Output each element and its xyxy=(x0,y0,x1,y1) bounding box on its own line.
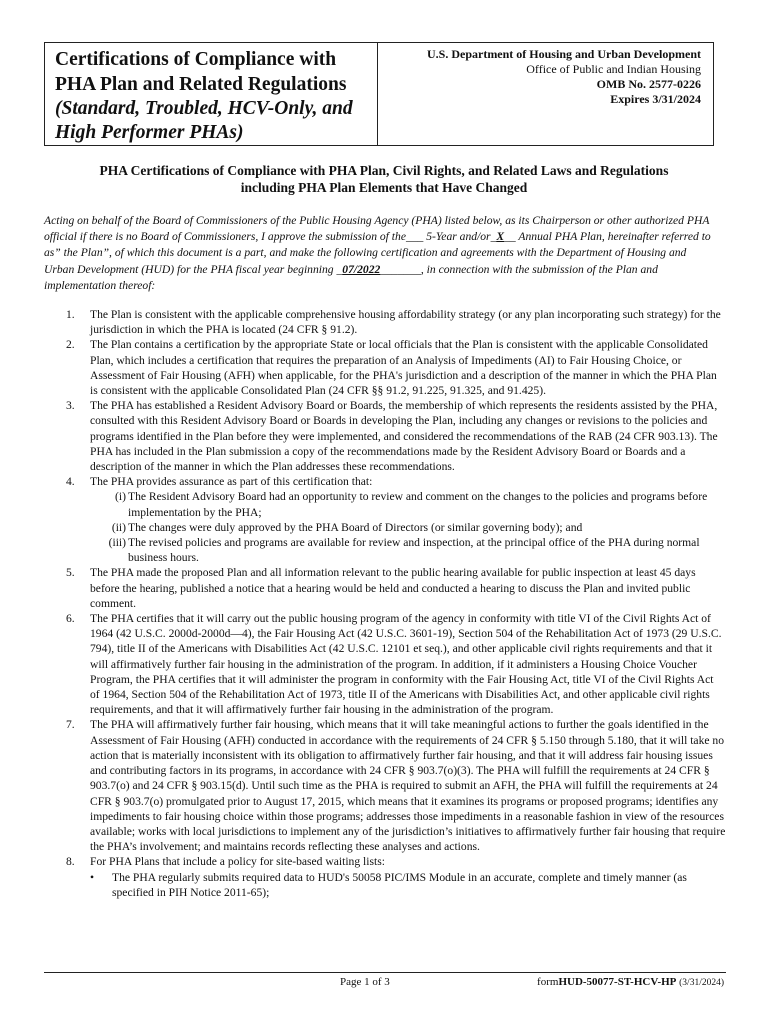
item-text: For PHA Plans that include a policy for site-based waiting lists: xyxy=(90,855,385,869)
sub-item-text: The revised policies and programs are available for review and inspection, at the principal office of the PHA during normal business hours. xyxy=(128,536,700,565)
certification-item xyxy=(44,854,726,900)
annual-plan-mark: X xyxy=(496,230,505,244)
form-title-block xyxy=(45,43,378,145)
item-text: The PHA has established a Resident Advisory Board or Boards, the membership of which represents the residents assisted by the PHA, consulted with this Resident Advisory Board or Boards in developing the Plan, including any changes or revisions to the policies and programs identified in the Plan before they were implemented, and considered the recommendations of the RAB (24 CFR 903.13). The PHA has included in the Plan submission a copy of the recommendations made by the Resident Advisory Board or Boards and a description of the manner in which the Plan addresses these recommendations. xyxy=(90,399,718,474)
expiration-date: Expires 3/31/2024 xyxy=(610,92,701,106)
intro-paragraph xyxy=(44,213,716,294)
sub-item xyxy=(44,520,726,535)
form-subtitle-line1: (Standard, Troubled, HCV-Only, and xyxy=(55,98,353,119)
certification-item xyxy=(44,611,726,717)
bullet-text: The PHA regularly submits required data to HUD's 50058 PIC/IMS Module in an accurate, complete and timely manner (as specified in PIH Notice 2011-65); xyxy=(112,870,687,899)
item-text: The PHA will affirmatively further fair housing, which means that it will take meaningful actions to further the goals identified in the Assessment of Fair Housing (AFH) conducted in accordance with the requirements of 24 CFR § 5.150 through 5.180, that it will take no action that is materially inconsistent with its obligation to affirmatively further fair housing, and that it will address fair housing issues and contributing factors in its programs, in accordance with 24 CFR § 903.7(o)(3). The PHA will fulfill the requirements at 24 CFR § 903.7(o) and 24 CFR § 903.15(d). Until such time as the PHA is required to submit an AFH, the PHA will fulfill the requirements at 24 CFR § 903.7(o) promulgated prior to August 17, 2015, which means that it examines its programs or proposed programs; identifies any impediments to fair housing choice within those programs; addresses those impediments in a reasonable fashion in view of the resources available; works with local jurisdictions to implement any of the jurisdiction’s initiatives to affirmatively further fair housing that require the PHA’s involvement; and maintains records reflecting these analyses and actions. xyxy=(90,718,726,854)
certification-list xyxy=(44,307,726,900)
office-name: Office of Public and Indian Housing xyxy=(526,62,701,76)
heading-line1: PHA Certifications of Compliance with PHA Plan, Civil Rights, and Related Laws and Regulations xyxy=(99,163,669,178)
page-number: Page 1 of 3 xyxy=(340,976,390,988)
item-number: 7. xyxy=(66,718,75,732)
item-number: 5. xyxy=(66,566,75,580)
fiscal-year-value: 07/2022 xyxy=(342,262,381,276)
form-subtitle-line2: High Performer PHAs) xyxy=(55,122,244,143)
agency-block xyxy=(378,43,713,145)
form-title-line2: PHA Plan and Related Regulations xyxy=(55,74,347,95)
form-header xyxy=(44,42,714,146)
omb-number: OMB No. 2577-0226 xyxy=(596,77,701,91)
site-based-bullets xyxy=(90,870,726,900)
certification-item xyxy=(44,474,726,565)
sub-item-text: The Resident Advisory Board had an opportunity to review and comment on the changes to the policies and programs before implementation by the PHA; xyxy=(128,490,708,519)
sub-item-number: (iii) xyxy=(108,536,126,550)
item-number: 4. xyxy=(66,475,75,489)
intro-part3: _______, in connection with the submission of the Plan and implementation thereof: xyxy=(44,262,658,292)
assurance-sublist xyxy=(90,489,726,565)
department-name: U.S. Department of Housing and Urban Development xyxy=(426,47,701,61)
item-number: 2. xyxy=(66,338,75,352)
bullet-item xyxy=(90,870,726,900)
form-title-line1: Certifications of Compliance with xyxy=(55,49,337,70)
sub-item xyxy=(44,535,726,565)
item-number: 6. xyxy=(66,612,75,626)
item-text: The PHA certifies that it will carry out the public housing program of the agency in conformity with title VI of the Civil Rights Act of 1964 (42 U.S.C. 2000d-2000d—4), the Fair Housing Act (42 U.S.C. 3601-19), Section 504 of the Rehabilitation Act of 1973 (29 U.S.C. 794), title II of the Americans with Disabilities Act (42 U.S.C. 12101 et seq.), and other applicable civil rights requirements and that it will affirmatively further fair housing in the administration of the program. In addition, if it administers a Housing Choice Voucher Program, the PHA certifies that it will administer the program in conformity with the Fair Housing Act, title VI of the Civil Rights Act of 1964, Section 504 of the Rehabilitation Act of 1973, title II of the Americans with Disabilities Act, and other applicable civil rights requirements, and that it will affirmatively further fair housing in the administration of the program. xyxy=(90,612,722,717)
item-number: 3. xyxy=(66,399,75,413)
certification-item xyxy=(44,717,726,854)
certification-item xyxy=(44,337,726,398)
certification-item xyxy=(44,565,726,611)
bullet-icon: • xyxy=(90,870,95,884)
item-text: The Plan is consistent with the applicable comprehensive housing affordability strategy (or any plan incorporating such strategy) for the jurisdiction in which the PHA is located (24 CFR § 91.2). xyxy=(90,308,721,337)
footer-divider xyxy=(44,972,726,973)
item-number: 1. xyxy=(66,308,75,321)
form-date: (3/31/2024) xyxy=(679,978,724,988)
item-text: The PHA provides assurance as part of this certification that: xyxy=(90,475,373,489)
form-identifier xyxy=(537,976,724,988)
form-id: HUD-50077-ST-HCV-HP xyxy=(558,976,677,988)
sub-item-text: The changes were duly approved by the PHA Board of Directors (or similar governing body); and xyxy=(128,520,583,534)
certification-item xyxy=(44,307,726,337)
sub-item-number: (i) xyxy=(115,490,126,504)
certification-item xyxy=(44,398,726,474)
item-text: The Plan contains a certification by the appropriate State or local officials that the Plan is consistent with the applicable Consolidated Plan, which includes a certification that requires the preparation of an Analysis of Impediments (AI) to Fair Housing Choice, or Assessment of Fair Housing (AFH) when applicable, for the PHA's jurisdiction and a description of the manner in which the PHA Plan is consistent with the applicable Consolidated Plan (24 CFR §§ 91.2, 91.225, 91.325, and 91.425). xyxy=(90,338,717,398)
sub-item xyxy=(44,489,726,519)
document-heading xyxy=(44,162,724,196)
heading-line2: including PHA Plan Elements that Have Changed xyxy=(240,180,528,195)
intro-part2: __ Annual PHA Plan, hereinafter referred to as” the Plan”, of which this document is a part, and make the following certification and agreements with the Department of Housing and Urban Development (HUD) for the PHA fiscal year beginning _ xyxy=(44,230,711,276)
intro-part1: Acting on behalf of the Board of Commissioners of the Public Housing Agency (PHA) listed below, as its Chairperson or other authorized PHA official if there is no Board of Commissioners, I approve the submission of the___ 5-Year and/or_ xyxy=(44,214,710,244)
form-prefix: form xyxy=(537,976,559,988)
sub-item-number: (ii) xyxy=(111,520,126,534)
item-number: 8. xyxy=(66,855,75,869)
item-text: The PHA made the proposed Plan and all information relevant to the public hearing available for public inspection at least 45 days before the hearing, published a notice that a hearing would be held and conducted a hearing to discuss the Plan and invited public comment. xyxy=(90,566,696,610)
